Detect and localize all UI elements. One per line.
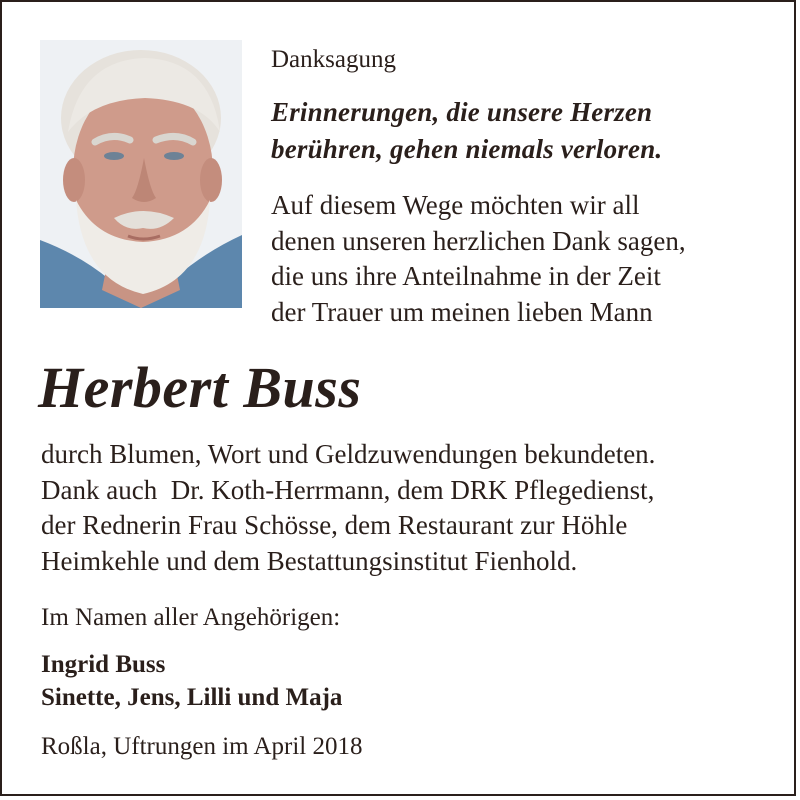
portrait-illustration [40, 40, 242, 308]
intro-line: denen unseren herzlichen Dank sagen, [271, 225, 686, 256]
motto-line: berühren, gehen niemals verloren. [271, 134, 663, 164]
signoff-text: Im Namen aller Angehörigen: [41, 604, 341, 631]
intro-line: der Trauer um meinen lieben Mann [271, 296, 653, 327]
thanks-body [41, 437, 655, 579]
place-date: Roßla, Uftrungen im April 2018 [41, 733, 363, 760]
body-line: durch Blumen, Wort und Geldzuwendungen bekundeten. [41, 439, 656, 469]
portrait-photo [40, 40, 242, 308]
intro-text [271, 188, 686, 330]
motto-quote [271, 94, 662, 168]
signer-name: Sinette, Jens, Lilli und Maja [41, 684, 343, 711]
deceased-name: Herbert Buss [38, 355, 362, 420]
notice-title: Danksagung [271, 46, 396, 73]
signer-name: Ingrid Buss [41, 651, 166, 678]
body-line: Dank auch Dr. Koth-Herrmann, dem DRK Pflegedienst, [41, 474, 655, 505]
body-line: Heimkehle und dem Bestattungsinstitut Fienhold. [41, 545, 578, 576]
body-line: der Rednerin Frau Schösse, dem Restaurant zur Höhle [41, 510, 628, 540]
intro-line: die uns ihre Anteilnahme in der Zeit [271, 261, 661, 291]
signers-list [41, 648, 342, 714]
intro-line: Auf diesem Wege möchten wir all [271, 190, 640, 220]
motto-line: Erinnerungen, die unsere Herzen [271, 97, 653, 127]
